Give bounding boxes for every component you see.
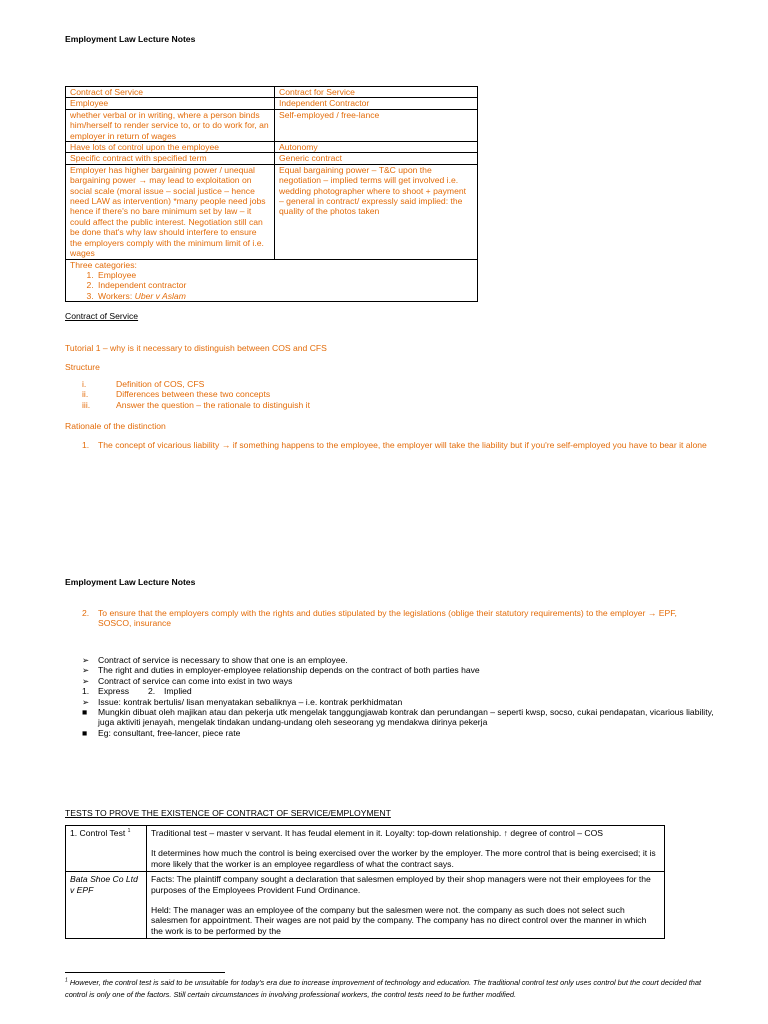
list-item: ■ Eg: consultant, free-lancer, piece rate [82,727,241,738]
list-item: 2. Independent contractor [96,280,473,290]
arrow-bullet-icon: ➢ [82,675,90,686]
case-name: Uber v Aslam [134,290,186,301]
table-row [66,826,665,872]
ways-row: 1. Express 2. Implied [82,686,192,697]
list-item: i. Definition of COS, CFS [82,379,205,389]
table-cell: Self-employed / free-lance [275,109,478,141]
arrow-bullet-icon: ➢ [82,655,90,665]
table-row [66,872,665,939]
table-cell: Contract for Service [275,87,478,98]
structure-list [82,379,310,410]
footnote-divider [65,972,225,973]
table-row [66,98,478,109]
footnote: $^1$ However, the control test is said to be unsuitable for today's era due to increase improvement of technology and education. The traditional control test only uses control but the court decided that control is only one of the factors. Still certain circumstances in involving professional workers, the control tests need to be further modified. [65,977,702,999]
page-header: Employment Law Lecture Notes [65,577,196,587]
rationale-item: 2. To ensure that the employers comply with the rights and duties stipulated by the legislations (oblige their statutory requirements) to the employer → EPF, SOSCO, insurance [82,608,677,629]
table-row [66,87,478,98]
structure-title: Structure [65,362,100,372]
table-cell: Autonomy [275,142,478,153]
rationale-item: 1. The concept of vicarious liability → if something happens to the employee, the employer will take the liability but if you're self-employed you have to bear it alone [82,440,707,450]
tests-table [65,825,665,939]
table-row [66,153,478,164]
categories-list [70,270,473,301]
list-item: ➢ The right and duties in employer-employee relationship depends on the contract of both parties have [82,665,480,676]
list-item [96,291,473,301]
table-row [66,142,478,153]
table-cell: Specific contract with specified term [66,153,275,164]
categories-title: Three categories: [70,259,137,270]
arrow-bullet-icon: ➢ [82,665,90,676]
case-name-cell: Bata Shoe Co Ltd v EPF [66,872,147,939]
table-cell: whether verbal or in writing, where a person binds him/herself to render service to, or to do work for, an employer in return of wages [66,109,275,141]
list-item: ➢ Contract of service can come into exist in two ways [82,675,293,686]
list-item: ■ Mungkin dibuat oleh majikan atau dan pekerja utk mengelak tanggungjawab kontrak dan perundangan – seperti kwsp, socso, cukai pendapatan, vicarious liability, juga aktiviti jenayah, mengelak tindakan undang-undang oleh seseorang yg mendakwa dirinya pekerja [82,707,714,728]
list-item: 1. Employee [96,270,473,280]
rationale-title: Rationale of the distinction [65,421,166,431]
table-cell: Have lots of control upon the employee [66,142,275,153]
table-cell: Employer has higher bargaining power / unequal bargaining power → may lead to exploitation on social scale (moral issue – social justice – hence need LAW as intervention) *many people need jobs hence if there's no bare minimum set by law – it could affect the public interest. Negotiation still can be done that's why law should interfere to ensure the employers comply with the minimum limit of i.e. wages [66,164,275,259]
test-label-cell: 1. Control Test $^1$ [66,826,147,872]
category-prefix: Workers: [98,290,135,301]
footnote-ref[interactable]: 1 [127,828,131,835]
page-header: Employment Law Lecture Notes [65,34,196,44]
list-item: ii. Differences between these two concepts [82,389,271,400]
table-cell: Independent Contractor [275,98,478,109]
test-description-cell: Traditional test – master v servant. It has feudal element in it. Loyalty: top-down relationship. ↑ degree of control – COS It determines how much the control is being exercised over the worker by the employer. The more control that is being exercised; it is more likely that the worker is an employee regardless of what the contract says. [147,826,665,872]
table-row [66,259,478,302]
table-cell: Contract of Service [66,87,275,98]
square-bullet-icon: ■ [82,707,88,718]
square-bullet-icon: ■ [82,727,88,738]
tutorial-question: Tutorial 1 – why is it necessary to distinguish between COS and CFS [65,343,327,353]
arrow-bullet-icon: ➢ [82,696,90,707]
categories-cell [66,259,478,302]
case-description-cell: Facts: The plaintiff company sought a declaration that salesmen employed by their shop managers were not their employees for the purposes of the Employees Provident Fund Ordinance. Held: The manager was an employee of the company but the salesmen were not. the company as such does not select such salesmen for appointment. Their wages are not paid by the company. The company has no direct control over the manner in which the work is to be performed by the [147,872,665,939]
list-item: iii. Answer the question – the rationale to distinguish it [82,399,310,410]
table-cell: Generic contract [275,153,478,164]
section-title: Contract of Service [65,311,139,321]
table-cell: Employee [66,98,275,109]
table-cell: Equal bargaining power – T&C upon the negotiation – implied terms will get involved i.e. wedding photographer where to shoot + payment – general in contract/ expressly said implied: the quality of the photos taken [275,164,478,259]
list-item: ➢ Issue: kontrak bertulis/ lisan menyatakan sebaliknya – i.e. kontrak perkhidmatan [82,696,403,707]
tests-title: TESTS TO PROVE THE EXISTENCE OF CONTRACT OF SERVICE/EMPLOYMENT [65,808,391,818]
list-item: ➢ Contract of service is necessary to show that one is an employee. [82,655,348,665]
comparison-table [65,86,478,302]
table-row [66,109,478,141]
table-row [66,164,478,259]
notes-list [82,655,722,738]
